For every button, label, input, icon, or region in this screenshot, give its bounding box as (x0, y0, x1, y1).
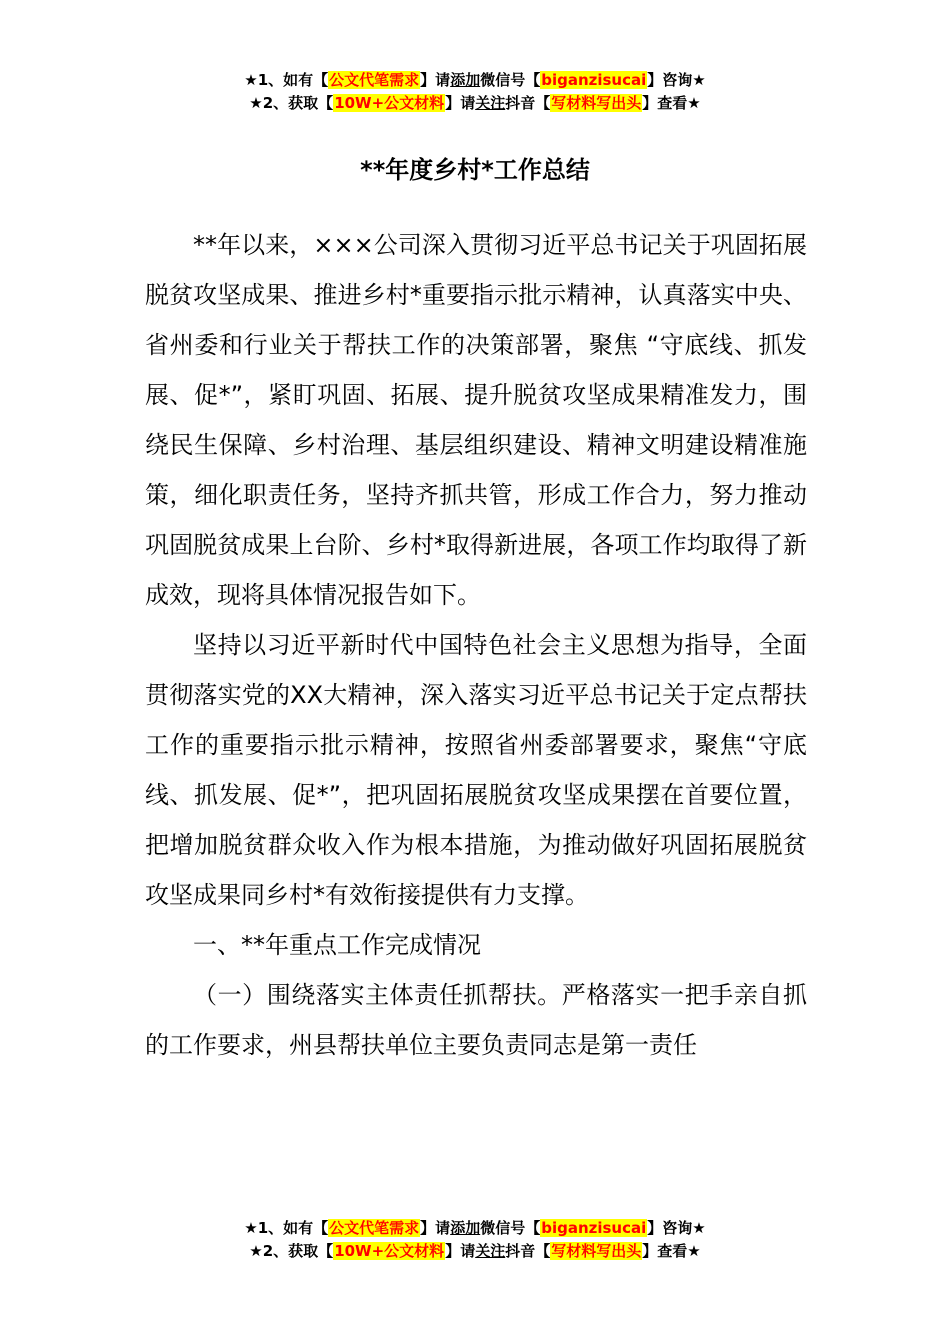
promo-text: 】请 (445, 1242, 476, 1260)
document-body (145, 220, 807, 1070)
promo-highlight: 10W+公文材料 (334, 1242, 445, 1260)
promo-text: 】咨询★ (647, 71, 706, 89)
promo-highlight: 10W+公文材料 (334, 94, 445, 112)
promo-emphasis: 添加 (450, 71, 481, 89)
promo-text: ★1、如有【 (244, 71, 329, 89)
promo-text: 微信号【 (480, 1219, 541, 1237)
promo-text: 】查看★ (642, 1242, 701, 1260)
promo-text: ★1、如有【 (244, 1219, 329, 1237)
paragraph-guidance: 坚持以习近平新时代中国特色社会主义思想为指导，全面贯彻落实党的XX大精神，深入落实习近平总书记关于定点帮扶工作的重要指示批示精神，按照省州委部署要求，聚焦“守底线、抓发展、促*”，把巩固拓展脱贫攻坚成果摆在首要位置，把增加脱贫群众收入作为根本措施，为推动做好巩固拓展脱贫攻坚成果同乡村*有效衔接提供有力支撑。 (145, 631, 807, 909)
promo-highlight: 公文代笔需求 (329, 71, 420, 89)
promo-highlight: biganzisucai (541, 71, 647, 89)
promo-text: ★2、获取【 (249, 1242, 334, 1260)
promo-text: 】咨询★ (647, 1219, 706, 1237)
promo-line-1 (0, 1217, 950, 1240)
promo-text: ★2、获取【 (249, 94, 334, 112)
promo-text: 】请 (445, 94, 476, 112)
promo-text: 抖音【 (505, 94, 551, 112)
paragraph-intro: **年以来，×××公司深入贯彻习近平总书记关于巩固拓展脱贫攻坚成果、推进乡村*重要指示批示精神，认真落实中央、省州委和行业关于帮扶工作的决策部署，聚焦 “守底线、抓发展、促*”，紧盯巩固、拓展、提升脱贫攻坚成果精准发力，围绕民生保障、乡村治理、基层组织建设、精神文明建设精准施策，细化职责任务，坚持齐抓共管，形成工作合力，努力推动巩固脱贫成果上台阶、乡村*取得新进展，各项工作均取得了新成效，现将具体情况报告如下。 (145, 231, 807, 609)
promo-highlight: 写材料写出头 (551, 1242, 642, 1260)
section-heading: 一、**年重点工作完成情况 (193, 931, 481, 959)
document-title: **年度乡村*工作总结 (360, 156, 590, 184)
bottom-promo-banner (0, 1217, 950, 1263)
promo-emphasis: 添加 (450, 1219, 481, 1237)
top-promo-banner (0, 69, 950, 115)
promo-text: 】请 (420, 71, 451, 89)
promo-line-1 (0, 69, 950, 92)
promo-emphasis: 关注 (475, 94, 506, 112)
promo-highlight: 写材料写出头 (551, 94, 642, 112)
promo-line-2 (0, 1240, 950, 1263)
promo-text: 】请 (420, 1219, 451, 1237)
promo-text: 抖音【 (505, 1242, 551, 1260)
paragraph-subsection-1: （一）围绕落实主体责任抓帮扶。严格落实一把手亲自抓的工作要求，州县帮扶单位主要负责同志是第一责任 (145, 981, 807, 1059)
promo-emphasis: 关注 (475, 1242, 506, 1260)
promo-highlight: biganzisucai (541, 1219, 647, 1237)
promo-highlight: 公文代笔需求 (329, 1219, 420, 1237)
promo-text: 微信号【 (480, 71, 541, 89)
promo-line-2 (0, 92, 950, 115)
promo-text: 】查看★ (642, 94, 701, 112)
